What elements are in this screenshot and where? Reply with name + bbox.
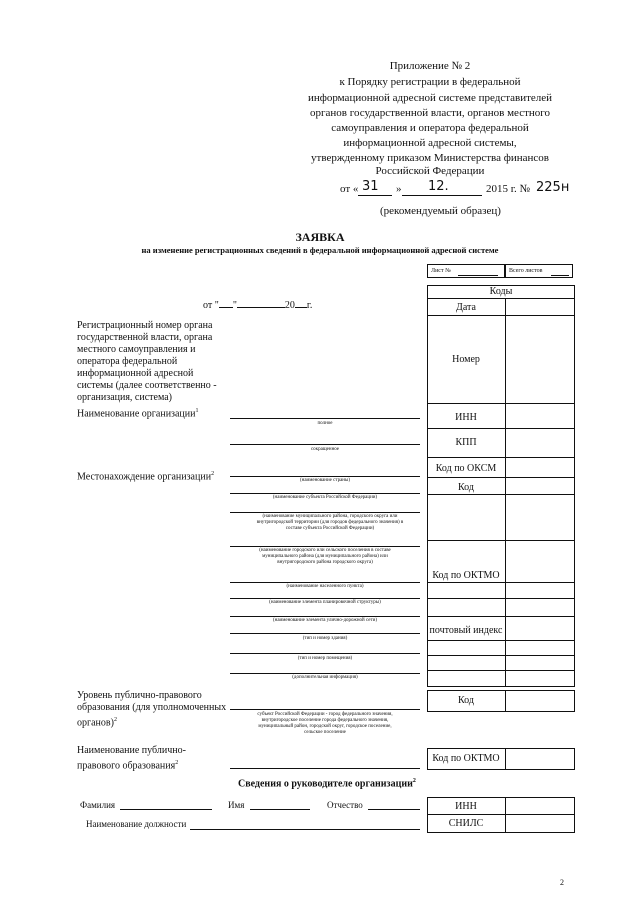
sample-note: (рекомендуемый образец) [380,205,501,217]
caption-settlement: (наименование городского или сельского поселения в составе муниципального района (для муниципального района) или внутригородского района городского округа) [259,548,391,565]
pub-oktmo-label: Код по ОКТМО [432,753,500,764]
sheet-total-box: Всего листов [505,264,573,278]
appendix-title: Приложение № 2 [389,60,471,72]
oktmo-code-label: Код по ОКТМО [432,570,500,581]
appendix-line-2: информационной адресной системе представителей [307,92,553,104]
date-code-label: Дата [456,302,476,313]
codes-header: Коды [489,286,513,297]
surname-label: Фамилия [80,800,116,810]
caption-locality: (наименование населенного пункта) [286,584,364,589]
head-inn-label: ИНН [455,801,477,812]
caption-subject: (наименование субъекта Российской Федерации) [272,495,378,500]
reg-number-label: Регистрационный номер органа государственной власти, органа местного самоуправления и оператора федеральной информационной адресной системы (далее соответственно - организация, система) [77,320,217,403]
name-label: Имя [228,800,245,810]
sheet-number-box: Лист № [427,264,505,278]
patronymic-label: Отчество [327,800,363,810]
appendix-line-5: информационной адресной системы, [343,137,517,149]
appendix-line-4: самоуправления и оператора федеральной [331,122,529,134]
head-section-title: Сведения о руководителе организации$^2$ [238,778,416,790]
level-label: Уровень публично-правового образования (для уполномоченных органов)$^2$ [77,690,227,729]
number-code-label: Номер [452,354,480,365]
caption-full: полное [317,421,333,426]
order-date: от « 31 » 12. 2015 г. № 225н [340,179,570,195]
oksm-code-label: Код по ОКСМ [435,463,497,474]
form-date: от " " 20 г. [203,300,313,311]
caption-street: (наименование элемента улично-дорожной сети) [273,618,377,623]
page-title: ЗАЯВКА [295,230,345,244]
caption-planning: (наименование элемента планировочной структуры) [269,600,381,605]
appendix-line-7: Российской Федерации [375,165,485,177]
caption-level-note: субъект Российской Федерации - город федерального значения, внутригородское поселение города федерального значения, муниципальный район, городской округ, городское поселение, сельское поселение [257,712,393,735]
caption-country: (наименование страны) [299,478,350,483]
caption-short: сокращенное [310,447,340,452]
caption-municipal: (наименование муниципального района, городского округа или внутригородской территории (для городов федерального значения) в составе субъекта Российской Федерации) [256,514,404,531]
appendix-line-1: к Порядку регистрации в федеральной [339,76,521,88]
caption-building: (тип и номер здания) [302,636,348,641]
position-label: Наименование должности [86,819,187,829]
postal-code-label: почтовый индекс [429,625,503,636]
inn-code-label: ИНН [455,412,477,423]
appendix-line-6: утвержденному приказом Министерства финансов [311,152,549,164]
pub-name-label: Наименование публично- правового образования$^2$ [77,745,186,772]
caption-extra: (дополнительная информация) [292,675,358,680]
level-code-label: Код [458,695,474,706]
appendix-line-3: органов государственной власти, органов местного [309,107,551,119]
code-label: Код [458,482,474,493]
org-name-label: Наименование организации$^1$ [77,408,199,420]
head-snils-label: СНИЛС [448,818,484,829]
kpp-code-label: КПП [455,437,477,448]
caption-room: (тип и номер помещения) [297,656,353,661]
location-label: Местонахождение организации$^2$ [77,471,215,483]
page-number: 2 [560,878,564,887]
page-subtitle: на изменение регистрационных сведений в федеральной информационной адресной системе [141,245,499,255]
